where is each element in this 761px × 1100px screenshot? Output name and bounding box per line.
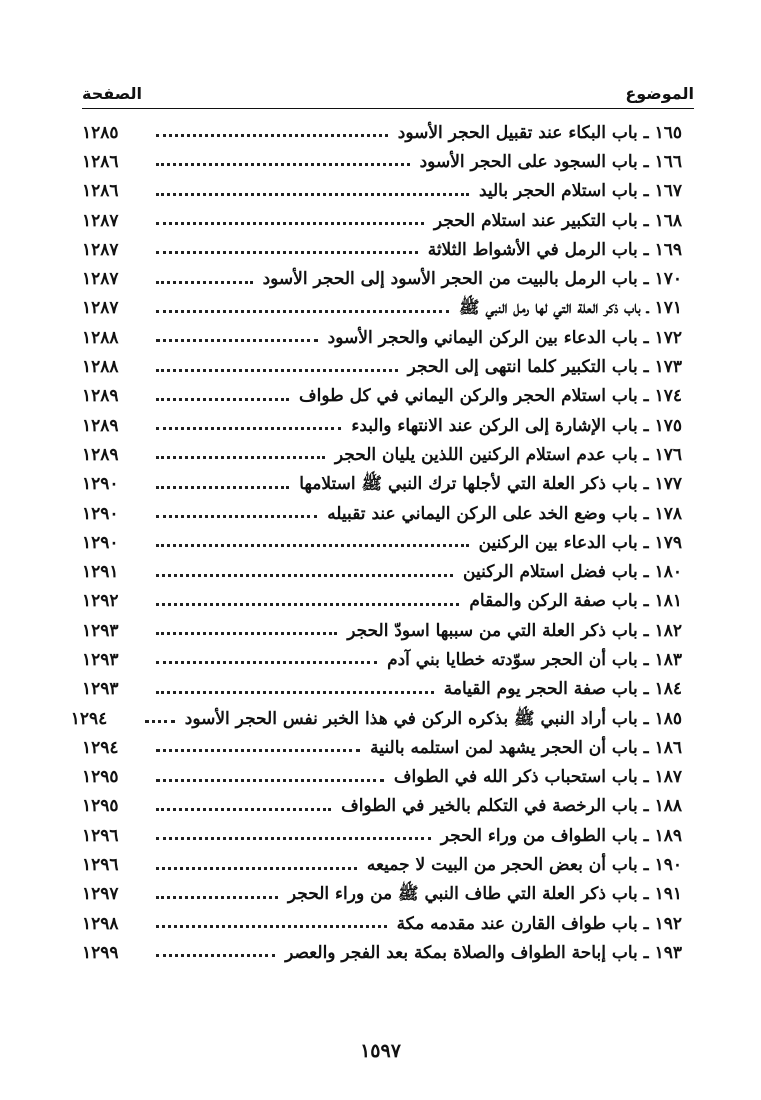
toc-entry-page: ١٢٩٥ bbox=[82, 767, 119, 788]
dot-leader bbox=[156, 222, 424, 225]
dot-leader bbox=[156, 574, 453, 577]
toc-entry-number: ١٨٢ bbox=[654, 620, 682, 641]
toc-entry-text: باب الرخصة في التكلم بالخير في الطواف bbox=[341, 796, 638, 817]
toc-entry-number: ١٧٧ bbox=[654, 474, 682, 495]
dot-leader bbox=[156, 867, 357, 870]
toc-entry bbox=[82, 675, 682, 704]
toc-entry bbox=[82, 206, 682, 235]
toc-entry-page: ١٢٨٦ bbox=[82, 181, 119, 202]
toc-entry-number: ١٦٦ bbox=[654, 151, 682, 172]
dot-leader bbox=[145, 720, 175, 723]
toc-entry-text: باب إباحة الطواف والصلاة بمكة بعد الفجر والعصر bbox=[285, 942, 638, 963]
toc-entry-title: ١٨٢ ـ باب ذكر العلة التي من سببها اسودّ الحجر bbox=[347, 620, 682, 641]
toc-entry-text: باب فضل استلام الركنين bbox=[463, 562, 638, 583]
toc-entry-page: ١٢٩٧ bbox=[82, 884, 119, 905]
toc-entry-title: ١٨٠ ـ باب فضل استلام الركنين bbox=[463, 562, 682, 583]
toc-entry-title: ١٨٦ ـ باب أن الحجر يشهد لمن استلمه بالنية bbox=[370, 737, 682, 758]
toc-entry-text: باب ذكر العلة التي لها رمل النبي ﷺ bbox=[459, 298, 641, 319]
toc-entry-page: ١٢٨٩ bbox=[82, 386, 119, 407]
dot-leader bbox=[156, 749, 360, 752]
toc-entry-title: ١٧٨ ـ باب وضع الخد على الركن اليماني عند تقبيله bbox=[327, 503, 682, 524]
toc-entry-page: ١٢٨٧ bbox=[82, 239, 119, 260]
toc-entry-text: باب استحباب ذكر الله في الطواف bbox=[393, 767, 638, 788]
toc-entry-page: ١٢٩٦ bbox=[82, 825, 119, 846]
toc-entry-text: باب ذكر العلة التي لأجلها ترك النبي ﷺ استلامها bbox=[299, 474, 638, 495]
toc-entry bbox=[82, 938, 682, 967]
toc-entry-text: باب التكبير عند استلام الحجر bbox=[433, 210, 638, 231]
toc-entry-page: ١٢٩٠ bbox=[82, 503, 119, 524]
toc-entry-title: ١٨٣ ـ باب أن الحجر سوّدته خطايا بني آدم bbox=[387, 649, 682, 670]
page-column-label: الصفحة bbox=[82, 84, 143, 103]
toc-entry-title: ١٧٩ ـ باب الدعاء بين الركنين bbox=[478, 532, 682, 553]
toc-entry-text: باب التكبير كلما انتهى إلى الحجر bbox=[407, 357, 638, 378]
toc-entry-title: ١٨٤ ـ باب صفة الحجر يوم القيامة bbox=[443, 679, 682, 700]
toc-entry bbox=[82, 411, 682, 440]
toc-entry-page: ١٢٩١ bbox=[82, 562, 119, 583]
dot-leader bbox=[156, 163, 410, 166]
toc-entry-text: باب أراد النبي ﷺ بذكره الركن في هذا الخبر نفس الحجر الأسود bbox=[184, 708, 638, 729]
toc-entry-title: ١٧٤ ـ باب استلام الحجر والركن اليماني في كل طواف bbox=[299, 386, 682, 407]
dot-leader bbox=[156, 779, 384, 782]
toc-entry-title: ١٧٣ ـ باب التكبير كلما انتهى إلى الحجر bbox=[407, 357, 682, 378]
toc-entry-number: ١٨١ bbox=[654, 591, 682, 612]
toc-entry-title: ١٩٠ ـ باب أن بعض الحجر من البيت لا جميعه bbox=[366, 855, 682, 876]
toc-entry-number: ١٨٦ bbox=[654, 737, 682, 758]
toc-entry bbox=[82, 177, 682, 206]
toc-entry-text: باب أن بعض الحجر من البيت لا جميعه bbox=[366, 855, 638, 876]
dot-leader bbox=[156, 661, 377, 664]
toc-entry-number: ١٧٤ bbox=[654, 386, 682, 407]
toc-entry-number: ١٧١ bbox=[654, 298, 682, 319]
toc-entry-text: باب استلام الحجر والركن اليماني في كل طواف bbox=[299, 386, 638, 407]
toc-entry bbox=[82, 909, 682, 938]
toc-entry-page: ١٢٨٨ bbox=[82, 327, 119, 348]
toc-entry-page: ١٢٩٣ bbox=[82, 620, 119, 641]
toc-entry-page: ١٢٩٨ bbox=[82, 913, 119, 934]
toc-header bbox=[82, 70, 694, 104]
toc-entry-number: ١٦٨ bbox=[654, 210, 682, 231]
toc-entry-title: ١٧١ ـ باب ذكر العلة التي لها رمل النبي ﷺ bbox=[459, 298, 682, 319]
toc-entry-number: ١٨٧ bbox=[654, 767, 682, 788]
toc-entry-number: ١٨٤ bbox=[654, 679, 682, 700]
toc-entry-text: باب صفة الحجر يوم القيامة bbox=[443, 679, 638, 700]
toc-entry-page: ١٢٩٦ bbox=[82, 855, 119, 876]
toc-entry-title: ١٦٧ ـ باب استلام الحجر باليد bbox=[478, 181, 682, 202]
toc-entry-number: ١٧٨ bbox=[654, 503, 682, 524]
dot-leader bbox=[156, 281, 253, 284]
toc-entry-page: ١٢٩٣ bbox=[82, 679, 119, 700]
toc-entry bbox=[82, 499, 682, 528]
toc-entry-page: ١٢٨٧ bbox=[82, 298, 119, 319]
toc-entry-page: ١٢٩٤ bbox=[82, 737, 119, 758]
toc-entry-title: ١٧٠ ـ باب الرمل بالبيت من الحجر الأسود إلى الحجر الأسود bbox=[262, 269, 682, 290]
toc-entry bbox=[82, 352, 682, 381]
toc-entry-number: ١٨٥ bbox=[654, 708, 682, 729]
toc-entry-text: باب أن الحجر سوّدته خطايا بني آدم bbox=[387, 649, 638, 670]
toc-entry-text: باب الدعاء بين الركن اليماني والحجر الأسود bbox=[327, 327, 638, 348]
toc-entry-text: باب الرمل في الأشواط الثلاثة bbox=[427, 239, 638, 260]
dot-leader bbox=[156, 691, 434, 694]
toc-entry-number: ١٨٣ bbox=[654, 649, 682, 670]
toc-entry-text: باب الدعاء بين الركنين bbox=[478, 532, 638, 553]
toc-entry-page: ١٢٩٤ bbox=[70, 708, 108, 729]
toc-entry bbox=[82, 880, 682, 909]
toc-entry-title: ١٩١ ـ باب ذكر العلة التي طاف النبي ﷺ من وراء الحجر bbox=[287, 884, 682, 905]
toc-entry-number: ١٩٠ bbox=[654, 855, 682, 876]
dot-leader bbox=[156, 544, 469, 547]
toc-entry-page: ١٢٨٧ bbox=[82, 269, 119, 290]
toc-entry bbox=[82, 440, 682, 469]
page-number: ١٥٩٧ bbox=[360, 1040, 401, 1062]
toc-entry-number: ١٨٩ bbox=[654, 825, 682, 846]
toc-entry-page: ١٢٩٣ bbox=[82, 649, 119, 670]
toc-entry-title: ١٨٩ ـ باب الطواف من وراء الحجر bbox=[440, 825, 682, 846]
toc-entry-title: ١٧٥ ـ باب الإشارة إلى الركن عند الانتهاء والبدء bbox=[351, 415, 682, 436]
toc-entry-title: ١٧٢ ـ باب الدعاء بين الركن اليماني والحجر الأسود bbox=[327, 327, 682, 348]
toc-entry-page: ١٢٩٥ bbox=[82, 796, 119, 817]
toc-entry-text: باب صفة الركن والمقام bbox=[469, 591, 638, 612]
toc-entry bbox=[82, 294, 682, 323]
toc-entry-page: ١٢٨٦ bbox=[82, 151, 119, 172]
toc-entry bbox=[82, 821, 682, 850]
toc-entry-number: ١٦٩ bbox=[654, 239, 682, 260]
toc-entry-number: ١٩٢ bbox=[654, 913, 682, 934]
toc-entry bbox=[82, 616, 682, 645]
toc-entry-page: ١٢٩٠ bbox=[82, 532, 119, 553]
toc-entry-title: ١٦٦ ـ باب السجود على الحجر الأسود bbox=[419, 151, 682, 172]
toc-entry-title: ١٨١ ـ باب صفة الركن والمقام bbox=[469, 591, 682, 612]
toc-entry-title: ١٨٨ ـ باب الرخصة في التكلم بالخير في الطواف bbox=[341, 796, 682, 817]
toc-list bbox=[70, 118, 682, 1026]
toc-entry-number: ١٧٠ bbox=[654, 269, 682, 290]
toc-entry-page: ١٢٩٩ bbox=[82, 942, 119, 963]
toc-entry bbox=[82, 382, 682, 411]
toc-entry bbox=[82, 470, 682, 499]
toc-entry-number: ١٧٣ bbox=[654, 357, 682, 378]
toc-entry-text: باب استلام الحجر باليد bbox=[478, 181, 638, 202]
toc-entry-text: باب ذكر العلة التي طاف النبي ﷺ من وراء الحجر bbox=[287, 884, 638, 905]
dot-leader bbox=[156, 310, 449, 313]
toc-entry bbox=[82, 792, 682, 821]
toc-entry bbox=[82, 763, 682, 792]
toc-entry-title: ١٦٨ ـ باب التكبير عند استلام الحجر bbox=[433, 210, 682, 231]
toc-entry-title: ١٧٦ ـ باب عدم استلام الركنين اللذين يليان الحجر bbox=[334, 444, 682, 465]
toc-entry-title: ١٨٥ ـ باب أراد النبي ﷺ بذكره الركن في هذا الخبر نفس الحجر الأسود bbox=[184, 708, 682, 729]
dot-leader bbox=[156, 251, 418, 254]
dot-leader bbox=[156, 456, 325, 459]
toc-entry-number: ١٨٨ bbox=[654, 796, 682, 817]
toc-entry bbox=[70, 704, 682, 733]
toc-entry-page: ١٢٩٠ bbox=[82, 474, 119, 495]
toc-entry-text: باب الإشارة إلى الركن عند الانتهاء والبدء bbox=[351, 415, 638, 436]
toc-entry-number: ١٧٦ bbox=[654, 444, 682, 465]
dot-leader bbox=[156, 896, 278, 899]
toc-entry-title: ١٧٧ ـ باب ذكر العلة التي لأجلها ترك النبي ﷺ استلامها bbox=[299, 474, 682, 495]
toc-entry bbox=[82, 323, 682, 352]
dot-leader bbox=[156, 632, 337, 635]
dot-leader bbox=[156, 515, 317, 518]
toc-entry bbox=[82, 850, 682, 879]
dot-leader bbox=[156, 427, 341, 430]
dot-leader bbox=[156, 134, 388, 137]
toc-entry bbox=[82, 557, 682, 586]
toc-entry-text: باب طواف القارن عند مقدمه مكة bbox=[396, 913, 638, 934]
toc-entry-title: ١٨٧ ـ باب استحباب ذكر الله في الطواف bbox=[393, 767, 682, 788]
toc-entry-page: ١٢٨٥ bbox=[82, 122, 119, 143]
toc-entry-number: ١٨٠ bbox=[654, 562, 682, 583]
toc-entry bbox=[82, 528, 682, 557]
toc-entry-text: باب السجود على الحجر الأسود bbox=[419, 151, 638, 172]
toc-entry-page: ١٢٩٢ bbox=[82, 591, 119, 612]
toc-entry bbox=[82, 118, 682, 147]
toc-entry-text: باب الطواف من وراء الحجر bbox=[440, 825, 638, 846]
toc-entry-number: ١٩٣ bbox=[654, 942, 682, 963]
toc-entry bbox=[82, 264, 682, 293]
topic-column-label: الموضوع bbox=[625, 84, 694, 103]
toc-entry-text: باب ذكر العلة التي من سببها اسودّ الحجر bbox=[347, 620, 638, 641]
toc-entry bbox=[82, 733, 682, 762]
toc-entry-number: ١٩١ bbox=[654, 884, 682, 905]
toc-entry-text: باب عدم استلام الركنين اللذين يليان الحجر bbox=[334, 444, 638, 465]
dot-leader bbox=[156, 954, 275, 957]
toc-entry-text: باب أن الحجر يشهد لمن استلمه بالنية bbox=[370, 737, 638, 758]
dot-leader bbox=[156, 808, 331, 811]
dot-leader bbox=[156, 486, 289, 489]
toc-entry-title: ١٩٣ ـ باب إباحة الطواف والصلاة بمكة بعد الفجر والعصر bbox=[285, 942, 682, 963]
toc-entry-text: باب البكاء عند تقبيل الحجر الأسود bbox=[397, 122, 638, 143]
toc-entry-title: ١٦٥ ـ باب البكاء عند تقبيل الحجر الأسود bbox=[397, 122, 682, 143]
toc-entry-page: ١٢٨٩ bbox=[82, 444, 119, 465]
toc-entry-page: ١٢٨٧ bbox=[82, 210, 119, 231]
toc-entry bbox=[82, 645, 682, 674]
dot-leader bbox=[156, 193, 469, 196]
dot-leader bbox=[156, 837, 431, 840]
toc-entry bbox=[82, 147, 682, 176]
toc-entry-number: ١٧٩ bbox=[654, 532, 682, 553]
toc-entry-page: ١٢٨٩ bbox=[82, 415, 119, 436]
toc-entry bbox=[82, 235, 682, 264]
dot-leader bbox=[156, 369, 398, 372]
toc-entry-number: ١٦٧ bbox=[654, 181, 682, 202]
dot-leader bbox=[156, 339, 318, 342]
toc-entry-number: ١٧٢ bbox=[654, 327, 682, 348]
header-divider bbox=[82, 108, 694, 109]
toc-entry-text: باب الرمل بالبيت من الحجر الأسود إلى الحجر الأسود bbox=[262, 269, 638, 290]
toc-entry bbox=[82, 587, 682, 616]
toc-entry-number: ١٧٥ bbox=[654, 415, 682, 436]
dot-leader bbox=[156, 925, 387, 928]
dot-leader bbox=[156, 398, 289, 401]
toc-entry-title: ١٩٢ ـ باب طواف القارن عند مقدمه مكة bbox=[396, 913, 682, 934]
toc-entry-text: باب وضع الخد على الركن اليماني عند تقبيله bbox=[327, 503, 638, 524]
toc-entry-number: ١٦٥ bbox=[654, 122, 682, 143]
toc-entry-title: ١٦٩ ـ باب الرمل في الأشواط الثلاثة bbox=[427, 239, 682, 260]
toc-entry-page: ١٢٨٨ bbox=[82, 357, 119, 378]
dot-leader bbox=[156, 603, 459, 606]
